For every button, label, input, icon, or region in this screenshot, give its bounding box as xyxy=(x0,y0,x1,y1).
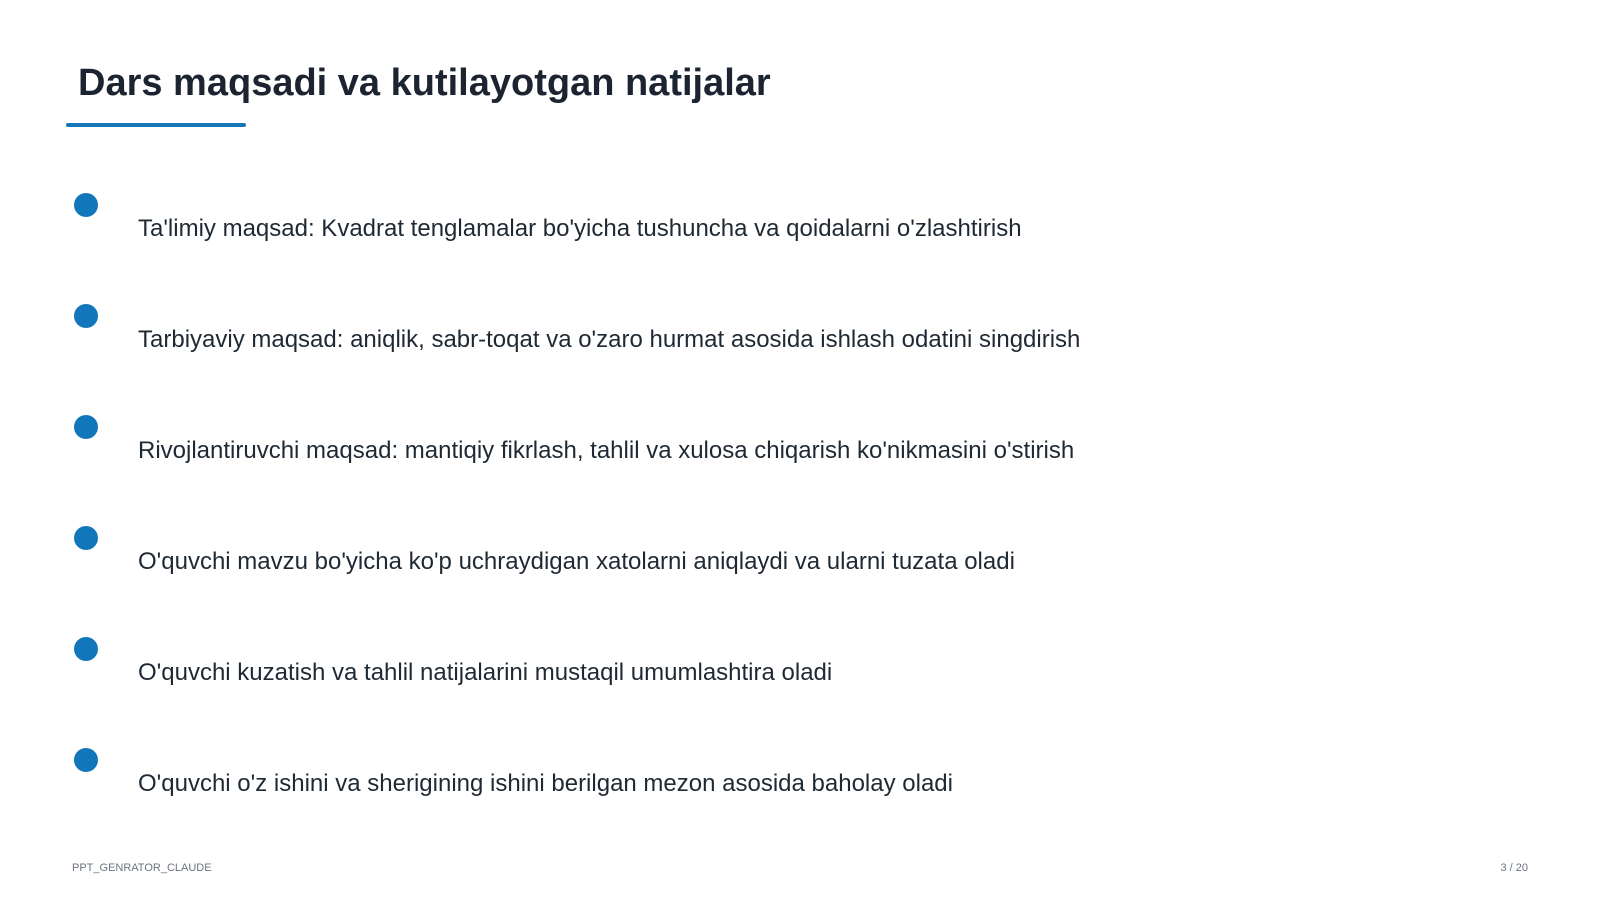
bullet-text: O'quvchi kuzatish va tahlil natijalarini mustaqil umumlashtira oladi xyxy=(138,659,833,686)
bullet-text: Tarbiyaviy maqsad: aniqlik, sabr-toqat va o'zaro hurmat asosida ishlash odatini singdirish xyxy=(138,326,1081,353)
bullet-dot-icon xyxy=(74,304,98,328)
bullet-item xyxy=(0,637,1400,697)
bullet-item xyxy=(0,304,1400,364)
bullet-dot-icon xyxy=(74,748,98,772)
bullet-dot-icon xyxy=(74,637,98,661)
bullet-text: Rivojlantiruvchi maqsad: mantiqiy fikrlash, tahlil va xulosa chiqarish ko'nikmasini o'stirish xyxy=(138,437,1075,464)
slide-title: Dars maqsadi va kutilayotgan natijalar xyxy=(78,62,771,104)
bullet-dot-icon xyxy=(74,193,98,217)
bullet-text: O'quvchi o'z ishini va sherigining ishini berilgan mezon asosida baholay oladi xyxy=(138,770,953,797)
bullet-item xyxy=(0,415,1400,475)
page-indicator: 3 / 20 xyxy=(1500,862,1528,874)
bullet-item xyxy=(0,526,1400,586)
bullet-text: O'quvchi mavzu bo'yicha ko'p uchraydigan xatolarni aniqlaydi va ularni tuzata oladi xyxy=(138,548,1015,575)
bullet-dot-icon xyxy=(74,415,98,439)
bullet-item xyxy=(0,193,1400,253)
bullet-dot-icon xyxy=(74,526,98,550)
footer-source: PPT_GENRATOR_CLAUDE xyxy=(72,862,212,874)
bullet-item xyxy=(0,748,1400,808)
bullet-text: Ta'limiy maqsad: Kvadrat tenglamalar bo'yicha tushuncha va qoidalarni o'zlashtirish xyxy=(138,215,1022,242)
